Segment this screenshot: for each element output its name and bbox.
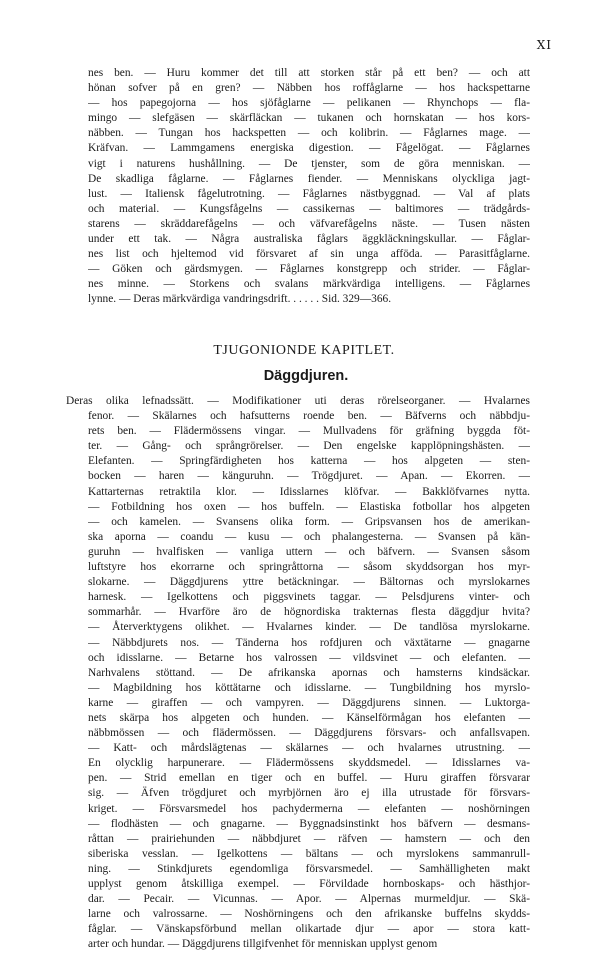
text-line: upplyst genom åtskilliga exempel. — Förvildade hornboskaps- och hästhjor- xyxy=(88,878,530,890)
text-line: råttan — prairiehunden — näbbdjuret — räfven — hamstern — och den xyxy=(88,832,530,845)
text-line: Kräfvan. — Lammgamens energiska digestion. — Fågelögat. — Fåglarnes xyxy=(88,142,530,155)
text-line: nets skärpa hos alpgeten och hunden. — Känselförmågan hos elefanten — xyxy=(88,711,530,724)
text-line: — Göken och gärdsmygen. — Fåglarnes konstgrepp och strider. — Fåglar- xyxy=(88,263,530,276)
text-line: sommarhår. — Hvarföre äro de högnordiska trakternas flesta däggdjur hvita? xyxy=(88,606,530,619)
previous-chapter-summary xyxy=(88,66,530,308)
text-line: bocken — haren — känguruhn. — Trögdjuret. — Apan. — Ekorren. — xyxy=(88,470,530,483)
text-line: fenor. — Skälarnes och hafsutterns roende ben. — Bäfverns och näbbdju- xyxy=(88,410,530,423)
text-line: luftstyre hos ekorrarne och springråttorna — såsom skyddsorgan hos myr- xyxy=(88,561,530,574)
text-line: Elefanten. — Springfärdigheten hos katterna — hos alpgeten — sten- xyxy=(88,455,530,468)
text-line: slokarne. — Däggdjurens yttre betäckningar. — Bältornas och myrslokarnes xyxy=(88,576,530,589)
text-line: nes list och hjeltemod vid försvaret af sin unga afföda. — Parasitfåglarne. xyxy=(88,248,530,261)
text-line: De skadliga fåglarne. — Fåglarnes fiender. — Menniskans olyckliga jagt- xyxy=(88,172,530,185)
text-line: — flodhästen — och gnagarne. — Byggnadsinstinkt hos bäfvern — desmans- xyxy=(88,817,530,830)
text-line: och material. — Kungsfågelns — cassikernas — baltimores — trädgårds- xyxy=(88,202,530,215)
text-line: — Fotbildning hos oxen — hos buffeln. — Elastiska fotbollar hos alpgeten xyxy=(88,500,530,513)
text-line: mingo — slefgäsen — skärfläckan — tukanen och hornskatan — hos kors- xyxy=(88,112,530,125)
text-line: — Magbildning hos köttätarne och idisslarne. — Tungbildning hos myrslo- xyxy=(88,681,530,694)
text-line: och idisslarne. — Betarne hos valrossen — vildsvinet — och elefanten. — xyxy=(88,651,530,664)
text-line: kriget. — Försvarsmedel hos pachydermerna — elefanten — noshörningen xyxy=(88,802,530,815)
text-line: nes ben. — Huru kommer det till att storken står på ett ben? — och att xyxy=(88,67,530,79)
text-line: — och kamelen. — Svansens olika form. — Gripsvansen hos de amerikan- xyxy=(88,515,530,528)
text-line: dar. — Pecair. — Vicunnas. — Apor. — Alpernas murmeldjur. — Skä- xyxy=(88,893,530,906)
text-line: harnesk. — Igelkottens och piggsvinets taggar. — Pelsdjurens vinter- och xyxy=(88,591,530,604)
text-line: guruhn — hvalfisken — vanliga uttern — och bäfvern. — Svansen såsom xyxy=(88,545,530,558)
text-line: larne och valrossarne. — Noshörningens och den afrikanske buffelns skydds- xyxy=(88,908,530,921)
text-line: lust. — Italiensk fågelutrotning. — Fåglarnes nästbyggnad. — Val af plats xyxy=(88,187,530,200)
text-line: starens — skräddarefågelns — och väfvarefågelns näste. — Tusen nästen xyxy=(88,217,530,230)
text-line: näbbmössen — och flädermössen. — Däggdjurens försvars- och anfallsvapen. xyxy=(88,727,530,740)
text-line: siberiska vesslan. — Igelkottens — bältans — och myrslokens sammanrull- xyxy=(88,847,530,860)
chapter-title: TJUGONIONDE KAPITLET. xyxy=(213,343,395,358)
text-line: Kattarternas retraktila klor. — Idisslarnes klöfvar. — Bakklöfvarnes nytta. xyxy=(88,485,530,498)
text-line: hönan sofver på en gren? — Näbben hos roffåglarne — hos hackspettarne xyxy=(88,82,530,95)
text-line: näbben. — Tungan hos hackspetten — och kolibrin. — Fåglarnes mage. — xyxy=(88,127,530,140)
chapter-subtitle: Däggdjuren. xyxy=(263,368,349,384)
text-line: vigt i naturens hushållning. — De tjenster, som de göra menniskan. — xyxy=(88,157,530,170)
text-line: — Näbbdjurets nos. — Tänderna hos rofdjuren och växtätarne — gnagarne xyxy=(88,636,530,649)
chapter-summary xyxy=(66,394,530,952)
text-line: — hos papegojorna — hos sjöfåglarne — pelikanen — Rhynchops — fla- xyxy=(88,97,530,110)
text-line: — Återverktygens olikhet. — Hvalarnes kinder. — De tandlösa myrslokarne. xyxy=(88,621,530,634)
text-line: fåglar. — Vänskapsförbund mellan olikartade djur — apor — stora katt- xyxy=(88,923,530,936)
text-line: karne — giraffen — och vampyren. — Däggdjurens sinnen. — Luktorga- xyxy=(88,696,530,709)
text-line: ter. — Gång- och språngrörelser. — Den engelske kapplöpningshästen. — xyxy=(88,440,530,453)
text-line: nes minne. — Storkens och svalans märkvärdiga intelligens. — Fåglarnes xyxy=(88,278,530,291)
text-line: ning. — Stinkdjurets egendomliga försvarsmedel. — Samhälligheten makt xyxy=(88,862,530,875)
page-number: XI xyxy=(536,38,552,52)
text-line: Deras olika lefnadssätt. — Modifikationer uti deras rörelseorganer. — Hvalarnes xyxy=(66,395,530,407)
text-line: under ett tak. — Några australiska fåglars äggkläckningskullar. — Fåglar- xyxy=(88,233,530,246)
text-line: rets ben. — Flädermössens vingar. — Mullvadens för gräfning byggda föt- xyxy=(88,425,530,438)
text-line: ska aporna — coandu — kusu — och phalangesterna. — Svansen på kän- xyxy=(88,530,530,543)
text-line: pen. — Strid emellan en tiger och en buffel. — Huru giraffen försvarar xyxy=(88,772,530,785)
text-line: En olycklig harpunerare. — Flädermössens skyddsmedel. — Idisslarnes va- xyxy=(88,757,530,770)
text-line: Narhvalens stöttand. — De afrikanska apornas och hamsterns kindsäckar. xyxy=(88,666,530,679)
text-line: sig. — Äfven trögdjuret och myrbjörnen äro ej illa utrustade för försvars- xyxy=(88,787,530,800)
text-line: — Katt- och mårdslägtenas — skälarnes — och hvalarnes utrustning. — xyxy=(88,742,530,755)
text-line: arter och hundar. — Däggdjurens tillgifvenhet för menniskan upplyst genom xyxy=(88,938,438,951)
text-line: lynne. — Deras märkvärdiga vandringsdrift. . . . . . Sid. 329—366. xyxy=(88,293,392,306)
